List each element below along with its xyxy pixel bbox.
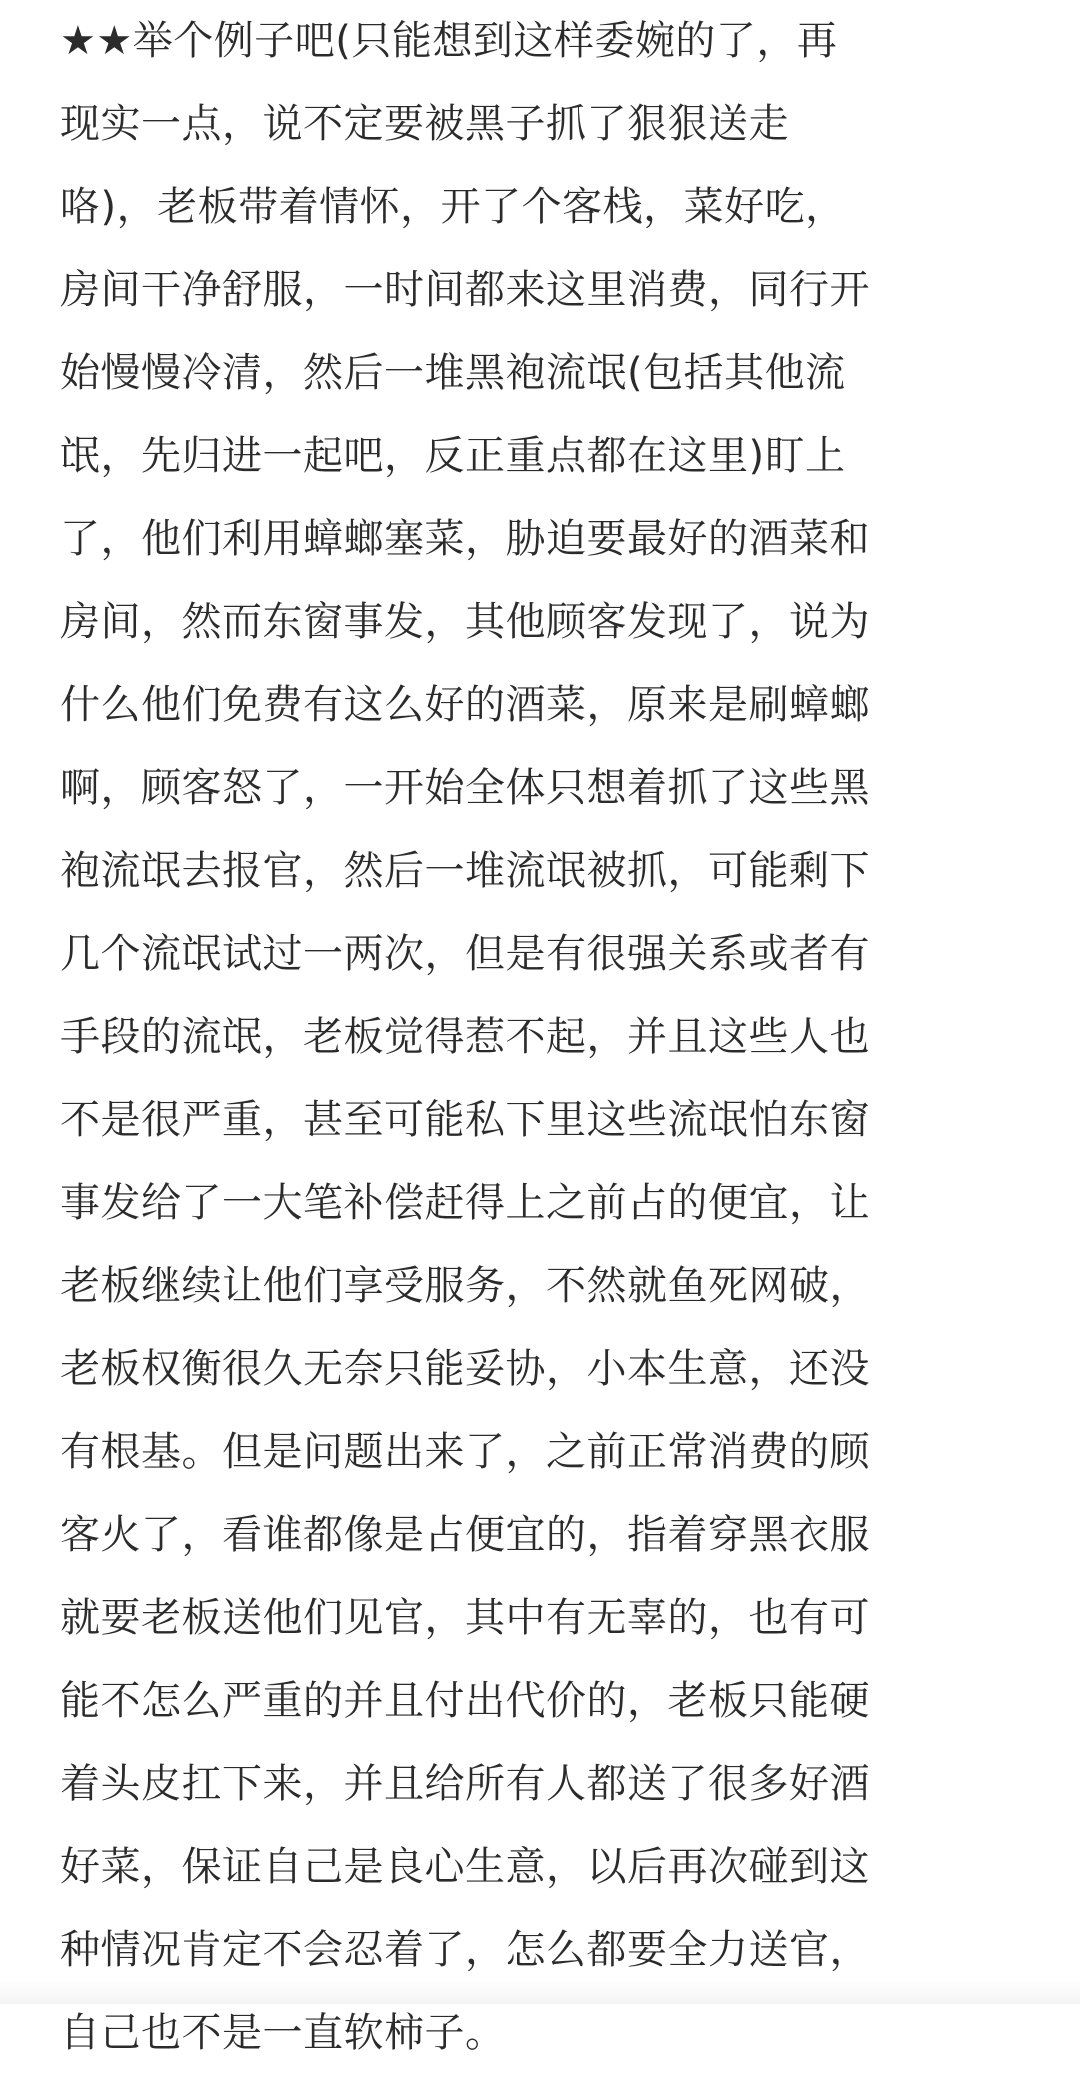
post-line: 房间干净舒服，一时间都来这里消费，同行开 [60,267,870,313]
post-line: 着头皮扛下来，并且给所有人都送了很多好酒 [60,1761,870,1807]
post-line: 事发给了一大笔补偿赶得上之前占的便宜，让 [60,1180,870,1226]
post-line: 老板继续让他们享受服务，不然就鱼死网破， [60,1263,870,1309]
post-line: 啊，顾客怒了，一开始全体只想着抓了这些黑 [60,765,870,811]
post-line: 种情况肯定不会忍着了，怎么都要全力送官， [60,1927,870,1973]
bottom-fade [0,1980,1080,2004]
post-line: 就要老板送他们见官，其中有无辜的，也有可 [60,1595,870,1641]
post-line: 客火了，看谁都像是占便宜的，指着穿黑衣服 [60,1512,870,1558]
post-body [60,0,1030,2056]
post-line: 始慢慢冷清，然后一堆黑袍流氓(包括其他流 [60,350,846,396]
post-line: 什么他们免费有这么好的酒菜，原来是刷蟑螂 [60,682,870,728]
post-line: 袍流氓去报官，然后一堆流氓被抓，可能剩下 [60,848,870,894]
post-line: 手段的流氓，老板觉得惹不起，并且这些人也 [60,1014,870,1060]
post-line: 好菜，保证自己是良心生意，以后再次碰到这 [60,1844,870,1890]
post-line: 不是很严重，甚至可能私下里这些流氓怕东窗 [60,1097,870,1143]
post-line: 咯)，老板带着情怀，开了个客栈，菜好吃， [60,184,846,230]
post-line: 氓，先归进一起吧，反正重点都在这里)盯上 [60,433,846,479]
post-line: 房间，然而东窗事发，其他顾客发现了，说为 [60,599,870,645]
post-line: 现实一点，说不定要被黑子抓了狠狠送走 [60,101,789,147]
post-line: 自己也不是一直软柿子。 [60,2010,506,2056]
post-line: 几个流氓试过一两次，但是有很强关系或者有 [60,931,870,977]
post-line: 了，他们利用蟑螂塞菜，胁迫要最好的酒菜和 [60,516,870,562]
post-line: 能不怎么严重的并且付出代价的，老板只能硬 [60,1678,870,1724]
post-line: 老板权衡很久无奈只能妥协，小本生意，还没 [60,1346,870,1392]
post-line: 有根基。但是问题出来了，之前正常消费的顾 [60,1429,870,1475]
post-line: ★★举个例子吧(只能想到这样委婉的了，再 [60,18,838,64]
